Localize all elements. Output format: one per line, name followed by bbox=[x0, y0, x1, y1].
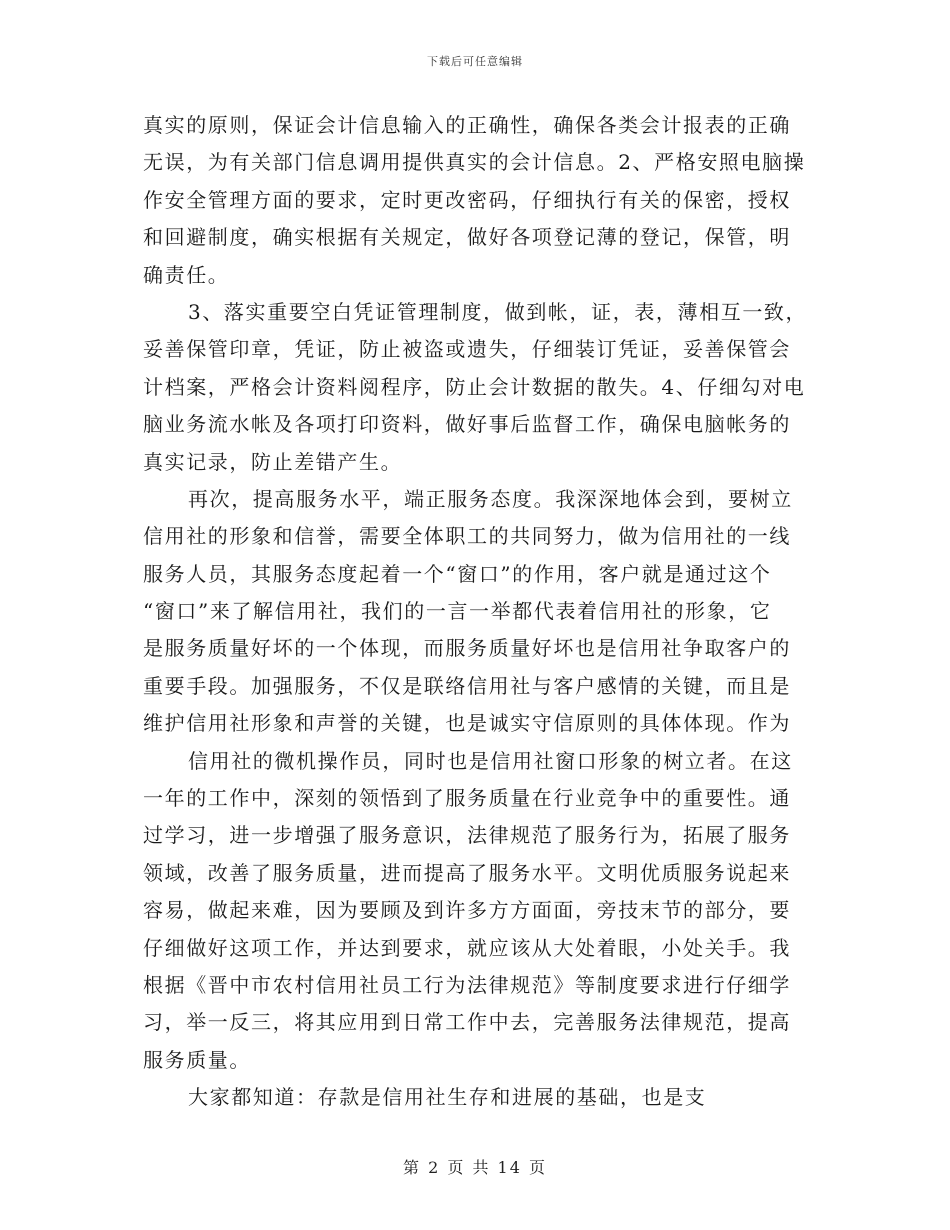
text-line: 无误，为有关部门信息调用提供真实的会计信息。2、严格安照电脑操 bbox=[143, 150, 806, 175]
text-line: 仔细做好这项工作，并达到要求，就应该从大处着眼，小处关手。我 bbox=[143, 935, 791, 960]
text-line: “窗口”来了解信用社，我们的一言一举都代表着信用社的形象，它 bbox=[143, 599, 772, 624]
text-line: 大家都知道：存款是信用社生存和进展的基础，也是支 bbox=[188, 1085, 707, 1110]
text-line: 过学习，进一步增强了服务意识，法律规范了服务行为，拓展了服务 bbox=[143, 823, 791, 848]
text-line: 真实记录，防止差错产生。 bbox=[143, 449, 403, 474]
text-line: 是服务质量好坏的一个体现，而服务质量好坏也是信用社争取客户的 bbox=[143, 636, 791, 661]
text-line: 妥善保管印章，凭证，防止被盗或遗失，仔细装订凭证，妥善保管会 bbox=[143, 337, 791, 362]
text-line: 计档案，严格会计资料阅程序，防止会计数据的散失。4、仔细勾对电 bbox=[143, 374, 806, 399]
page-header: 下载后可任意编辑 bbox=[427, 55, 523, 68]
text-line: 领域，改善了服务质量，进而提高了服务水平。文明优质服务说起来 bbox=[143, 860, 791, 885]
text-line: 3、落实重要空白凭证管理制度，做到帐，证，表，薄相互一致， bbox=[188, 299, 808, 324]
text-line: 脑业务流水帐及各项打印资料，做好事后监督工作，确保电脑帐务的 bbox=[143, 412, 791, 437]
text-line: 真实的原则，保证会计信息输入的正确性，确保各类会计报表的正确 bbox=[143, 113, 791, 137]
text-line: 习，举一反三，将其应用到日常工作中去，完善服务法律规范，提高 bbox=[143, 1010, 791, 1035]
text-line: 和回避制度，确实根据有关规定，做好各项登记薄的登记，保管，明 bbox=[143, 225, 791, 250]
text-line: 根据《晋中市农村信用社员工行为法律规范》等制度要求进行仔细学 bbox=[143, 972, 791, 997]
text-line: 信用社的形象和信誉，需要全体职工的共同努力，做为信用社的一线 bbox=[143, 524, 791, 549]
text-line: 重要手段。加强服务，不仅是联络信用社与客户感情的关键，而且是 bbox=[143, 673, 791, 698]
text-line: 信用社的微机操作员，同时也是信用社窗口形象的树立者。在这 bbox=[188, 748, 793, 773]
text-line: 服务人员，其服务态度起着一个“窗口”的作用，客户就是通过这个 bbox=[143, 561, 772, 586]
text-line: 确责任。 bbox=[143, 262, 230, 287]
text-line: 一年的工作中，深刻的领悟到了服务质量在行业竞争中的重要性。通 bbox=[143, 786, 791, 811]
text-line: 作安全管理方面的要求，定时更改密码，仔细执行有关的保密，授权 bbox=[143, 187, 791, 212]
text-line: 容易，做起来难，因为要顾及到许多方方面面，旁技末节的部分，要 bbox=[143, 898, 791, 923]
document-body bbox=[143, 107, 813, 1117]
text-line: 再次，提高服务水平，端正服务态度。我深深地体会到，要树立 bbox=[188, 486, 793, 511]
text-line: 服务质量。 bbox=[143, 1047, 251, 1072]
text-line: 维护信用社形象和声誉的关键，也是诚实守信原则的具体体现。作为 bbox=[143, 711, 791, 736]
page-number-footer: 第 2 页 共 14 页 bbox=[403, 1158, 547, 1177]
